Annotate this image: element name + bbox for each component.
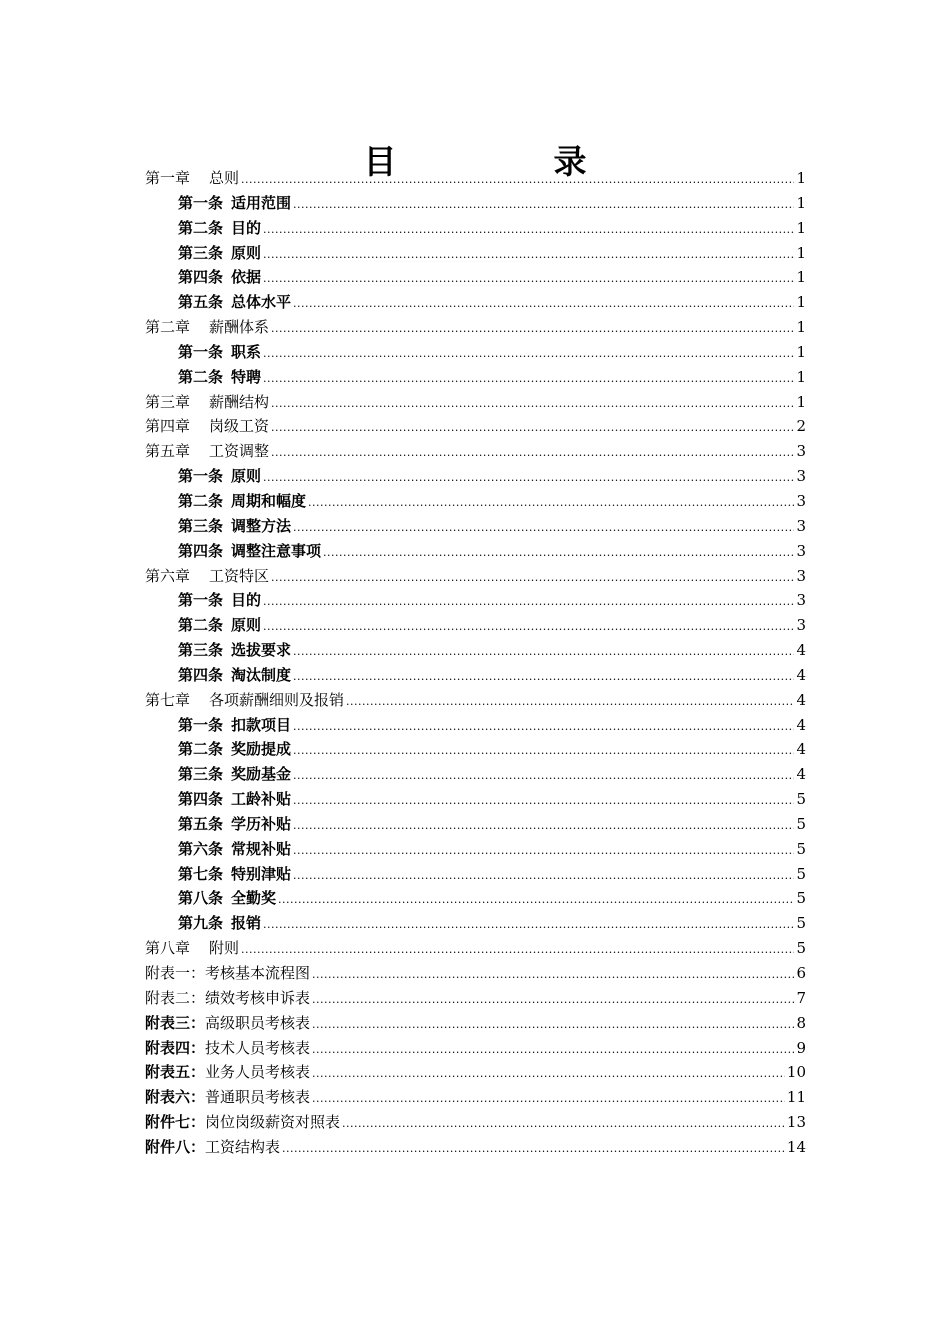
toc-entry-title: 适用范围 [231, 193, 292, 212]
toc-entry-title: 考核基本流程图 [205, 964, 311, 982]
toc-entry-number: 第四章 [145, 417, 191, 436]
dot-leader [308, 489, 794, 516]
toc-entry-number: 第一条 [178, 467, 224, 486]
toc-entry-number: 第二条 [178, 367, 224, 386]
toc-entry-page-number: 3 [796, 616, 806, 635]
toc-entry-title: 扣款项目 [231, 715, 292, 734]
dot-leader [293, 812, 794, 839]
toc-entry-number: 第三章 [145, 392, 191, 411]
dot-leader [293, 862, 794, 889]
toc-entry-title: 职系 [231, 342, 262, 361]
dot-leader [293, 762, 794, 789]
dot-leader [293, 191, 794, 218]
toc-entry[interactable] [145, 290, 806, 315]
toc-entry-label [178, 290, 291, 315]
toc-entry[interactable] [145, 390, 806, 415]
toc-entry-page-number: 8 [796, 1013, 806, 1032]
toc-entry[interactable] [145, 191, 806, 216]
toc-entry[interactable] [145, 613, 806, 638]
toc-entry-page-number: 9 [796, 1038, 806, 1057]
toc-entry-label [145, 564, 269, 589]
toc-entry-number: 第六章 [145, 566, 191, 585]
toc-entry-label [145, 1110, 340, 1135]
toc-entry-title: 特别津贴 [231, 864, 292, 883]
toc-entry-label [145, 1085, 310, 1110]
toc-entry-number: 附件八： [145, 1137, 206, 1156]
toc-entry-title: 普通职员考核表 [205, 1088, 311, 1107]
toc-entry[interactable] [145, 663, 806, 688]
dot-leader [293, 737, 794, 764]
toc-entry-page-number: 2 [796, 417, 806, 436]
dot-leader [271, 315, 794, 342]
toc-entry[interactable] [145, 265, 806, 290]
toc-entry-number: 附表五： [145, 1063, 206, 1082]
dot-leader [312, 1011, 794, 1038]
toc-entry-label [178, 340, 261, 365]
toc-entry-number: 附表二： [145, 988, 206, 1007]
toc-entry-page-number: 3 [796, 591, 806, 610]
toc-entry[interactable] [145, 1060, 806, 1085]
toc-entry-label [145, 439, 269, 464]
toc-entry-label [145, 688, 344, 713]
toc-entry-label [178, 862, 291, 887]
dot-leader [293, 713, 794, 740]
toc-entry-title: 调整注意事项 [231, 541, 322, 560]
toc-entry-title: 高级职员考核表 [205, 1013, 311, 1032]
toc-entry[interactable] [145, 713, 806, 738]
dot-leader [263, 588, 794, 615]
toc-entry-label [145, 961, 310, 986]
toc-entry-label [145, 1036, 310, 1061]
toc-entry[interactable] [145, 961, 806, 986]
toc-entry-page-number: 1 [796, 367, 806, 386]
toc-entry-page-number: 1 [796, 293, 806, 312]
dot-leader [263, 613, 794, 640]
toc-entry-page-number: 1 [796, 342, 806, 361]
dot-leader [282, 1135, 785, 1162]
toc-entry-page-number: 4 [796, 690, 806, 709]
toc-entry-title: 附则 [209, 939, 240, 958]
toc-entry-page-number: 3 [796, 541, 806, 560]
toc-entry-label [178, 713, 291, 738]
toc-entry-number: 第一条 [178, 193, 224, 212]
toc-entry-title: 报销 [231, 914, 262, 933]
toc-entry-number: 第四条 [178, 665, 224, 684]
toc-entry-page-number: 1 [796, 268, 806, 287]
toc-entry-title: 各项薪酬细则及报销 [209, 690, 345, 709]
toc-entry-label [178, 663, 291, 688]
toc-entry-label [145, 1060, 310, 1085]
toc-entry-number: 附表一： [145, 964, 206, 982]
toc-entry-title: 淘汰制度 [231, 665, 292, 684]
toc-entry-page-number: 6 [796, 964, 806, 982]
dot-leader [293, 514, 794, 541]
toc-entry[interactable] [145, 936, 806, 961]
toc-entry-label [178, 588, 261, 613]
toc-entry[interactable] [145, 1011, 806, 1036]
dot-leader [312, 961, 794, 988]
toc-entry-title: 原则 [231, 467, 262, 486]
dot-leader [241, 166, 794, 193]
toc-entry-title: 绩效考核申诉表 [205, 988, 311, 1007]
toc-entry-page-number: 5 [796, 814, 806, 833]
toc-entry-number: 第五条 [178, 814, 224, 833]
toc-entry-label [178, 265, 261, 290]
toc-entry[interactable] [145, 862, 806, 887]
toc-entry-title: 工资调整 [209, 442, 270, 461]
toc-entry-title: 常规补贴 [231, 839, 292, 858]
toc-entry[interactable] [145, 762, 806, 787]
toc-entry-number: 第三条 [178, 243, 224, 262]
dot-leader [271, 564, 794, 591]
toc-entry-label [178, 241, 261, 266]
toc-entry[interactable] [145, 638, 806, 663]
dot-leader [293, 787, 794, 814]
toc-entry-label [178, 191, 291, 216]
toc-entry-number: 第三条 [178, 516, 224, 535]
toc-entry-number: 第九条 [178, 914, 224, 933]
toc-entry-title: 特聘 [231, 367, 262, 386]
toc-entry-number: 第七条 [178, 864, 224, 883]
toc-entry[interactable] [145, 886, 806, 911]
dot-leader [293, 638, 794, 665]
toc-entry-title: 目的 [231, 591, 262, 610]
dot-leader [263, 265, 794, 292]
toc-entry-number: 第五章 [145, 442, 191, 461]
toc-entry[interactable] [145, 1110, 806, 1135]
toc-entry-title: 岗位岗级薪资对照表 [205, 1113, 341, 1132]
toc-entry[interactable] [145, 787, 806, 812]
toc-entry[interactable] [145, 588, 806, 613]
dot-leader [263, 241, 794, 268]
toc-entry-number: 附表四： [145, 1038, 206, 1057]
toc-entry-title: 选拔要求 [231, 641, 292, 660]
toc-entry-label [145, 166, 239, 191]
toc-entry-page-number: 5 [796, 939, 806, 958]
dot-leader [263, 365, 794, 392]
toc-entry-title: 学历补贴 [231, 814, 292, 833]
dot-leader [271, 390, 794, 417]
toc-entry-number: 第八章 [145, 939, 191, 958]
toc-entry-label [145, 936, 239, 961]
toc-entry-page-number: 4 [796, 765, 806, 784]
toc-entry[interactable] [145, 837, 806, 862]
toc-entry-title: 工资特区 [209, 566, 270, 585]
toc-entry[interactable] [145, 911, 806, 936]
toc-entry-label [145, 986, 310, 1011]
toc-entry-number: 第一条 [178, 342, 224, 361]
toc-entry-page-number: 3 [796, 491, 806, 510]
toc-entry-page-number: 14 [786, 1137, 806, 1156]
toc-entry-page-number: 4 [796, 665, 806, 684]
toc-entry-page-number: 5 [796, 914, 806, 933]
toc-entry-label [178, 787, 291, 812]
toc-entry-page-number: 5 [796, 790, 806, 809]
toc-entry[interactable] [145, 1135, 806, 1160]
toc-entry-page-number: 11 [786, 1088, 806, 1107]
toc-entry-label [145, 315, 269, 340]
toc-entry-label [178, 216, 261, 241]
toc-entry-label [178, 762, 291, 787]
toc-entry-number: 第二章 [145, 318, 191, 337]
toc-entry-page-number: 3 [796, 516, 806, 535]
toc-entry[interactable] [145, 365, 806, 390]
toc-entry-label [178, 837, 291, 862]
toc-entry[interactable] [145, 489, 806, 514]
toc-entry-number: 第三条 [178, 641, 224, 660]
toc-entry-label [178, 638, 291, 663]
toc-entry-number: 第二条 [178, 616, 224, 635]
toc-entry-number: 第四条 [178, 268, 224, 287]
toc-entry-label [178, 365, 261, 390]
dot-leader [312, 1060, 785, 1087]
toc-entry-page-number: 5 [796, 839, 806, 858]
toc-entry-page-number: 4 [796, 641, 806, 660]
toc-entry-title: 岗级工资 [209, 417, 270, 436]
toc-entry-title: 工资结构表 [205, 1137, 281, 1156]
toc-entry-number: 附表三： [145, 1013, 206, 1032]
toc-entry-page-number: 5 [796, 864, 806, 883]
toc-entry-label [178, 812, 291, 837]
dot-leader [293, 290, 794, 317]
toc-entry-title: 全勤奖 [231, 889, 277, 908]
toc-entry-page-number: 4 [796, 715, 806, 734]
toc-entry-title: 业务人员考核表 [205, 1063, 311, 1082]
toc-entry-page-number: 1 [796, 243, 806, 262]
toc-entry-number: 第七章 [145, 690, 191, 709]
toc-entry[interactable] [145, 688, 806, 713]
toc-entry-page-number: 1 [796, 193, 806, 212]
toc-entry-label [145, 390, 269, 415]
toc-entry-label [178, 613, 261, 638]
toc-entry[interactable] [145, 986, 806, 1011]
toc-entry-title: 技术人员考核表 [205, 1038, 311, 1057]
toc-entry-label [178, 886, 276, 911]
toc-entry[interactable] [145, 1036, 806, 1061]
toc-entry-title: 周期和幅度 [231, 491, 307, 510]
toc-entry-title: 原则 [231, 616, 262, 635]
toc-entry-label [145, 414, 269, 439]
toc-entry-label [178, 464, 261, 489]
dot-leader [271, 439, 794, 466]
toc-entry-label [178, 539, 321, 564]
toc-entry[interactable] [145, 737, 806, 762]
toc-entry-label [178, 737, 291, 762]
toc-entry-number: 第一条 [178, 591, 224, 610]
toc-entry-page-number: 1 [796, 218, 806, 237]
toc-entry[interactable] [145, 564, 806, 589]
toc-entry-number: 第二条 [178, 740, 224, 759]
toc-entry[interactable] [145, 340, 806, 365]
toc-entry-page-number: 5 [796, 889, 806, 908]
toc-entry[interactable] [145, 812, 806, 837]
toc-entry[interactable] [145, 1085, 806, 1110]
toc-entry-title: 薪酬结构 [209, 392, 270, 411]
dot-leader [278, 886, 794, 913]
dot-leader [312, 986, 794, 1013]
toc-entry-number: 第四条 [178, 790, 224, 809]
toc-entry-title: 目的 [231, 218, 262, 237]
toc-entry[interactable] [145, 464, 806, 489]
dot-leader [312, 1085, 785, 1112]
toc-entry-label [178, 911, 261, 936]
toc-entry-title: 总则 [209, 169, 240, 187]
dot-leader [342, 1110, 785, 1137]
toc-entry-number: 第五条 [178, 293, 224, 312]
dot-leader [263, 464, 794, 491]
toc-entry-title: 奖励提成 [231, 740, 292, 759]
toc-entry[interactable] [145, 539, 806, 564]
toc-entry-label [145, 1011, 310, 1036]
dot-leader [346, 688, 794, 715]
toc-entry-title: 依据 [231, 268, 262, 287]
toc-entry[interactable] [145, 216, 806, 241]
dot-leader [263, 340, 794, 367]
toc-entry-title: 薪酬体系 [209, 318, 270, 337]
toc-entry-number: 第二条 [178, 491, 224, 510]
toc-entry-page-number: 3 [796, 566, 806, 585]
toc-entry-page-number: 1 [796, 318, 806, 337]
page-title: 目 录 [363, 142, 649, 182]
toc-entry[interactable] [145, 514, 806, 539]
toc-entry-page-number: 3 [796, 442, 806, 461]
toc-entry[interactable] [145, 315, 806, 340]
toc-entry-title: 原则 [231, 243, 262, 262]
toc-entry-number: 第三条 [178, 765, 224, 784]
toc-entry-number: 附件七： [145, 1113, 206, 1132]
toc-entry-title: 工龄补贴 [231, 790, 292, 809]
table-of-contents [145, 166, 806, 1160]
toc-entry-number: 附表六： [145, 1088, 206, 1107]
toc-entry-label [178, 514, 291, 539]
dot-leader [293, 663, 794, 690]
toc-entry[interactable] [145, 439, 806, 464]
toc-entry-label [145, 1135, 280, 1160]
toc-entry-label [178, 489, 306, 514]
toc-entry-number: 第八条 [178, 889, 224, 908]
toc-entry-page-number: 1 [796, 169, 806, 187]
toc-entry[interactable] [145, 166, 806, 191]
toc-entry-number: 第六条 [178, 839, 224, 858]
toc-entry-number: 第一章 [145, 169, 191, 187]
dot-leader [293, 837, 794, 864]
toc-entry-page-number: 7 [796, 988, 806, 1007]
toc-entry-title: 奖励基金 [231, 765, 292, 784]
dot-leader [312, 1036, 794, 1063]
dot-leader [241, 936, 794, 963]
toc-entry-number: 第二条 [178, 218, 224, 237]
toc-entry-number: 第一条 [178, 715, 224, 734]
toc-entry-page-number: 10 [786, 1063, 806, 1082]
toc-entry-number: 第四条 [178, 541, 224, 560]
dot-leader [263, 216, 794, 243]
toc-entry[interactable] [145, 241, 806, 266]
dot-leader [323, 539, 794, 566]
dot-leader [271, 414, 794, 441]
toc-entry-title: 总体水平 [231, 293, 292, 312]
dot-leader [263, 911, 794, 938]
toc-entry-page-number: 13 [786, 1113, 806, 1132]
toc-entry-page-number: 1 [796, 392, 806, 411]
toc-entry[interactable] [145, 414, 806, 439]
toc-entry-page-number: 3 [796, 467, 806, 486]
toc-entry-title: 调整方法 [231, 516, 292, 535]
toc-entry-page-number: 4 [796, 740, 806, 759]
